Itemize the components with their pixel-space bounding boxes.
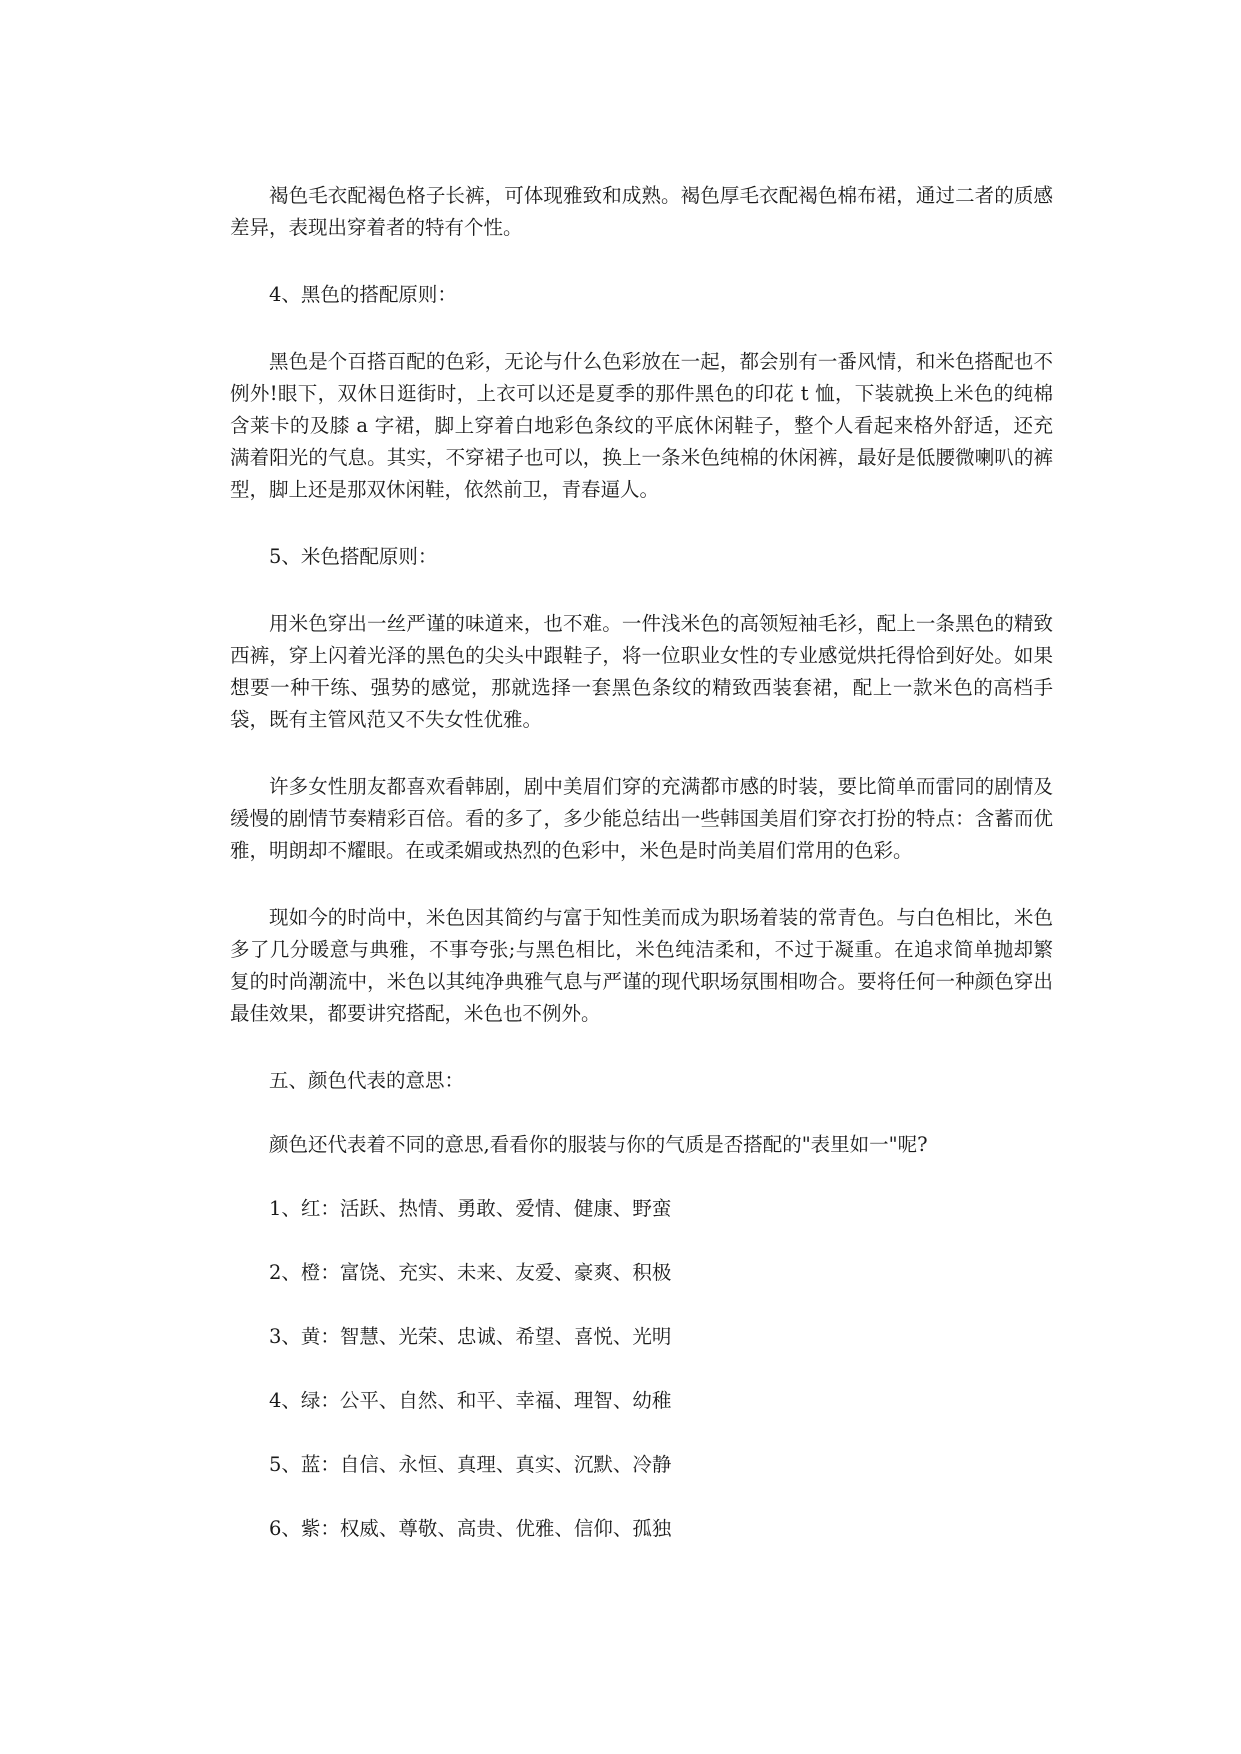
heading-black-principle: 4、黑色的搭配原则： (269, 283, 457, 306)
spacer (230, 1353, 1053, 1385)
spacer (230, 506, 1053, 541)
color-item-purple: 6、紫：权威、尊敬、高贵、优雅、信仰、孤独 (269, 1517, 672, 1540)
spacer (230, 736, 1053, 771)
spacer (230, 1030, 1053, 1065)
spacer (230, 1289, 1053, 1321)
color-item-orange: 2、橙：富饶、充实、未来、友爱、豪爽、积极 (269, 1261, 672, 1284)
paragraph-color-intro: 颜色还代表着不同的意思,看看你的服装与你的气质是否搭配的"表里如一"呢? (269, 1133, 928, 1156)
paragraph-black-pairing: 黑色是个百搭百配的色彩，无论与什么色彩放在一起，都会别有一番风情，和米色搭配也不例外!眼下，双休日逛街时，上衣可以还是夏季的那件黑色的印花 t 恤，下装就换上米色的纯棉含莱卡的及膝 a 字裙，脚上穿着白地彩色条纹的平底休闲鞋子，整个人看起来格外舒适，还充满着阳光的气息。其实，不穿裙子也可以，换上一条米色纯棉的休闲裤，最好是低腰微喇叭的裤型，脚上还是那双休闲鞋，依然前卫，青春逼人。 (230, 350, 1053, 501)
spacer (230, 1481, 1053, 1513)
heading-beige-principle: 5、米色搭配原则： (269, 545, 438, 568)
spacer (230, 311, 1053, 346)
color-item-red: 1、红：活跃、热情、勇敢、爱情、健康、野蛮 (269, 1197, 672, 1220)
color-item-yellow: 3、黄：智慧、光荣、忠诚、希望、喜悦、光明 (269, 1325, 672, 1348)
color-item-green: 4、绿：公平、自然、和平、幸福、理智、幼稚 (269, 1389, 672, 1412)
spacer (230, 1097, 1053, 1129)
spacer (230, 1225, 1053, 1257)
paragraph-beige-workplace: 现如今的时尚中，米色因其简约与富于知性美而成为职场着装的常青色。与白色相比，米色多了几分暖意与典雅，不事夸张;与黑色相比，米色纯洁柔和，不过于凝重。在追求简单抛却繁复的时尚潮流中，米色以其纯净典雅气息与严谨的现代职场氛围相吻合。要将任何一种颜色穿出最佳效果，都要讲究搭配，米色也不例外。 (230, 906, 1053, 1025)
paragraph-beige-formal: 用米色穿出一丝严谨的味道来，也不难。一件浅米色的高领短袖毛衫，配上一条黑色的精致西裤，穿上闪着光泽的黑色的尖头中跟鞋子，将一位职业女性的专业感觉烘托得恰到好处。如果想要一种干练、强势的感觉，那就选择一套黑色条纹的精致西装套裙，配上一款米色的高档手袋，既有主管风范又不失女性优雅。 (230, 612, 1053, 731)
paragraph-brown-pairing: 褐色毛衣配褐色格子长裤，可体现雅致和成熟。褐色厚毛衣配褐色棉布裙，通过二者的质感差异，表现出穿着者的特有个性。 (230, 184, 1053, 239)
spacer (230, 244, 1053, 279)
document-body (230, 180, 1053, 1545)
heading-color-meanings: 五、颜色代表的意思： (269, 1069, 465, 1092)
color-item-blue: 5、蓝：自信、永恒、真理、真实、沉默、冷静 (269, 1453, 672, 1476)
spacer (230, 1161, 1053, 1193)
paragraph-korean-drama: 许多女性朋友都喜欢看韩剧，剧中美眉们穿的充满都市感的时装，要比简单而雷同的剧情及缓慢的剧情节奏精彩百倍。看的多了，多少能总结出一些韩国美眉们穿衣打扮的特点：含蓄而优雅，明朗却不耀眼。在或柔媚或热烈的色彩中，米色是时尚美眉们常用的色彩。 (230, 775, 1053, 862)
spacer (230, 867, 1053, 902)
spacer (230, 1417, 1053, 1449)
spacer (230, 573, 1053, 608)
